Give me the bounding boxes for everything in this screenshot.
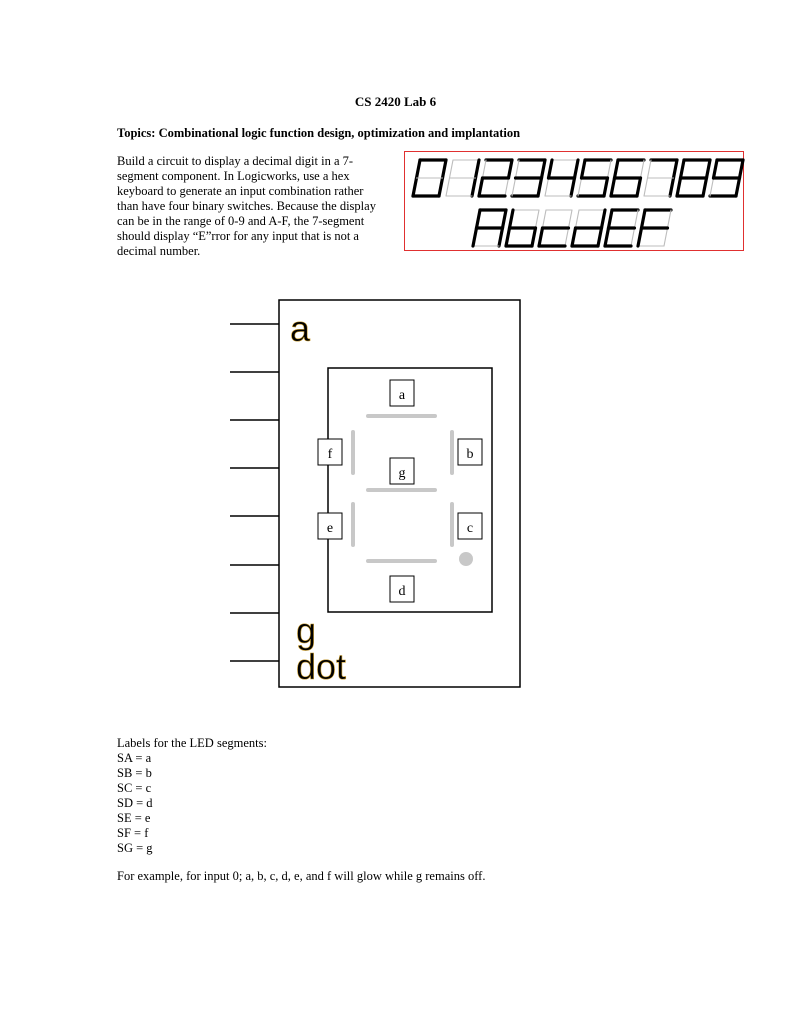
hex-digit-e xyxy=(605,210,638,246)
pin-label-a: a xyxy=(290,308,311,349)
segment-e-label: e xyxy=(326,521,334,536)
segment-g-label: g xyxy=(398,466,406,481)
hex-digit-4 xyxy=(545,160,578,196)
segment-f-on xyxy=(582,160,586,178)
label-item: SD = d xyxy=(117,796,153,810)
segment-f-on xyxy=(549,160,553,178)
segment-e-on xyxy=(611,178,615,196)
hex-digits-svg xyxy=(405,152,745,252)
segment-e-off xyxy=(446,178,450,196)
topics-heading: Topics: Combinational logic function design, optimization and implantation xyxy=(117,126,521,140)
segment-f-off xyxy=(450,160,454,178)
segment-b-off xyxy=(608,160,612,178)
intro-line: than have four binary switches. Because the display xyxy=(117,199,376,213)
page-title: CS 2420 Lab 6 xyxy=(354,94,437,109)
segment-c-on xyxy=(532,228,536,246)
label-item: SG = g xyxy=(117,841,153,855)
segment-e-on xyxy=(413,178,417,196)
segment-f-label: f xyxy=(327,447,333,462)
segment-c-on xyxy=(703,178,707,196)
segment-f-on xyxy=(477,210,481,228)
segment-f-on xyxy=(681,160,685,178)
segment-b-on xyxy=(443,160,447,178)
segment-c-off xyxy=(664,228,668,246)
intro-line: decimal number. xyxy=(117,244,201,258)
segment-e-on xyxy=(539,228,543,246)
segment-c-off xyxy=(505,178,509,196)
hex-digit-a xyxy=(473,210,506,246)
hex-digit-9 xyxy=(710,160,743,196)
segment-e-off xyxy=(578,178,582,196)
segment-c-on xyxy=(736,178,740,196)
segment-b-off xyxy=(641,160,645,178)
segment-b-on xyxy=(509,160,513,178)
segment-e-off xyxy=(545,178,549,196)
hex-digit-5 xyxy=(578,160,611,196)
segment-f-off xyxy=(576,210,580,228)
segment-e-on xyxy=(473,228,477,246)
segment-b-on xyxy=(575,160,579,178)
segment-b-on xyxy=(602,210,606,228)
seven-segment-component-diagram xyxy=(230,298,540,693)
segment-c-on xyxy=(604,178,608,196)
segment-c-off xyxy=(631,228,635,246)
segment-e-off xyxy=(644,178,648,196)
intro-line: keyboard to generate an input combination rather xyxy=(117,184,364,198)
intro-paragraph xyxy=(117,154,397,259)
segment-b-on xyxy=(503,210,507,228)
hex-digit-1 xyxy=(446,160,479,196)
segment-e-off xyxy=(512,178,516,196)
pin-label-dot: dot xyxy=(296,646,347,687)
segment-e-off xyxy=(710,178,714,196)
segment-c-on xyxy=(571,178,575,196)
segment-b-on xyxy=(542,160,546,178)
intro-line: segment component. In Logicworks, use a hex xyxy=(117,169,350,183)
segment-b-on xyxy=(674,160,678,178)
segment-e-on xyxy=(677,178,681,196)
segment-f-on xyxy=(714,160,718,178)
segment-f-off xyxy=(543,210,547,228)
intro-line: Build a circuit to display a decimal digit in a 7- xyxy=(117,154,354,168)
segment-f-off xyxy=(648,160,652,178)
label-item: SB = b xyxy=(117,766,152,780)
hex-digit-f xyxy=(638,210,671,246)
segment-c-label: c xyxy=(466,521,474,536)
segment-e-on xyxy=(605,228,609,246)
segment-c-on xyxy=(637,178,641,196)
segment-f-off xyxy=(516,160,520,178)
segment-b-off xyxy=(635,210,639,228)
segment-f-off xyxy=(483,160,487,178)
hex-digit-3 xyxy=(512,160,545,196)
hex-digit-display-figure xyxy=(404,151,744,251)
segment-b-on xyxy=(707,160,711,178)
segment-labels-list xyxy=(117,736,267,856)
hex-digit-7 xyxy=(644,160,677,196)
label-item: SC = c xyxy=(117,781,152,795)
example-sentence: For example, for input 0; a, b, c, d, e, and f will glow while g remains off. xyxy=(117,869,486,883)
hex-digit-b xyxy=(506,210,539,246)
hex-digit-8 xyxy=(677,160,710,196)
segment-f-on xyxy=(642,210,646,228)
segment-e-on xyxy=(572,228,576,246)
label-item: SF = f xyxy=(117,826,149,840)
segment-e-on xyxy=(638,228,642,246)
segment-b-on xyxy=(740,160,744,178)
intro-line: can be in the range of 0-9 and A-F, the 7-segment xyxy=(117,214,365,228)
label-item: SA = a xyxy=(117,751,152,765)
hex-digit-c xyxy=(539,210,572,246)
segment-c-on xyxy=(598,228,602,246)
segment-c-on xyxy=(472,178,476,196)
decimal-point-dot xyxy=(459,552,473,566)
segment-c-off xyxy=(565,228,569,246)
segment-a-label: a xyxy=(398,388,406,403)
segment-b-off xyxy=(569,210,573,228)
segment-c-on xyxy=(439,178,443,196)
label-item: SE = e xyxy=(117,811,151,825)
segment-b-off xyxy=(668,210,672,228)
labels-heading: Labels for the LED segments: xyxy=(117,736,267,750)
segment-c-on xyxy=(499,228,503,246)
segment-f-on xyxy=(510,210,514,228)
segment-e-on xyxy=(506,228,510,246)
hex-digit-d xyxy=(572,210,605,246)
segment-f-on xyxy=(609,210,613,228)
segment-b-label: b xyxy=(466,447,474,462)
segment-e-on xyxy=(479,178,483,196)
intro-line: should display “E”rror for any input that is not a xyxy=(117,229,359,243)
pin-label-g: g xyxy=(296,610,317,651)
segment-c-on xyxy=(538,178,542,196)
hex-digit-0 xyxy=(413,160,446,196)
segment-b-off xyxy=(536,210,540,228)
segment-f-on xyxy=(615,160,619,178)
segment-f-on xyxy=(417,160,421,178)
hex-digit-2 xyxy=(479,160,512,196)
hex-digit-6 xyxy=(611,160,644,196)
segment-d-label: d xyxy=(398,584,406,599)
segment-c-on xyxy=(670,178,674,196)
segment-b-on xyxy=(476,160,480,178)
